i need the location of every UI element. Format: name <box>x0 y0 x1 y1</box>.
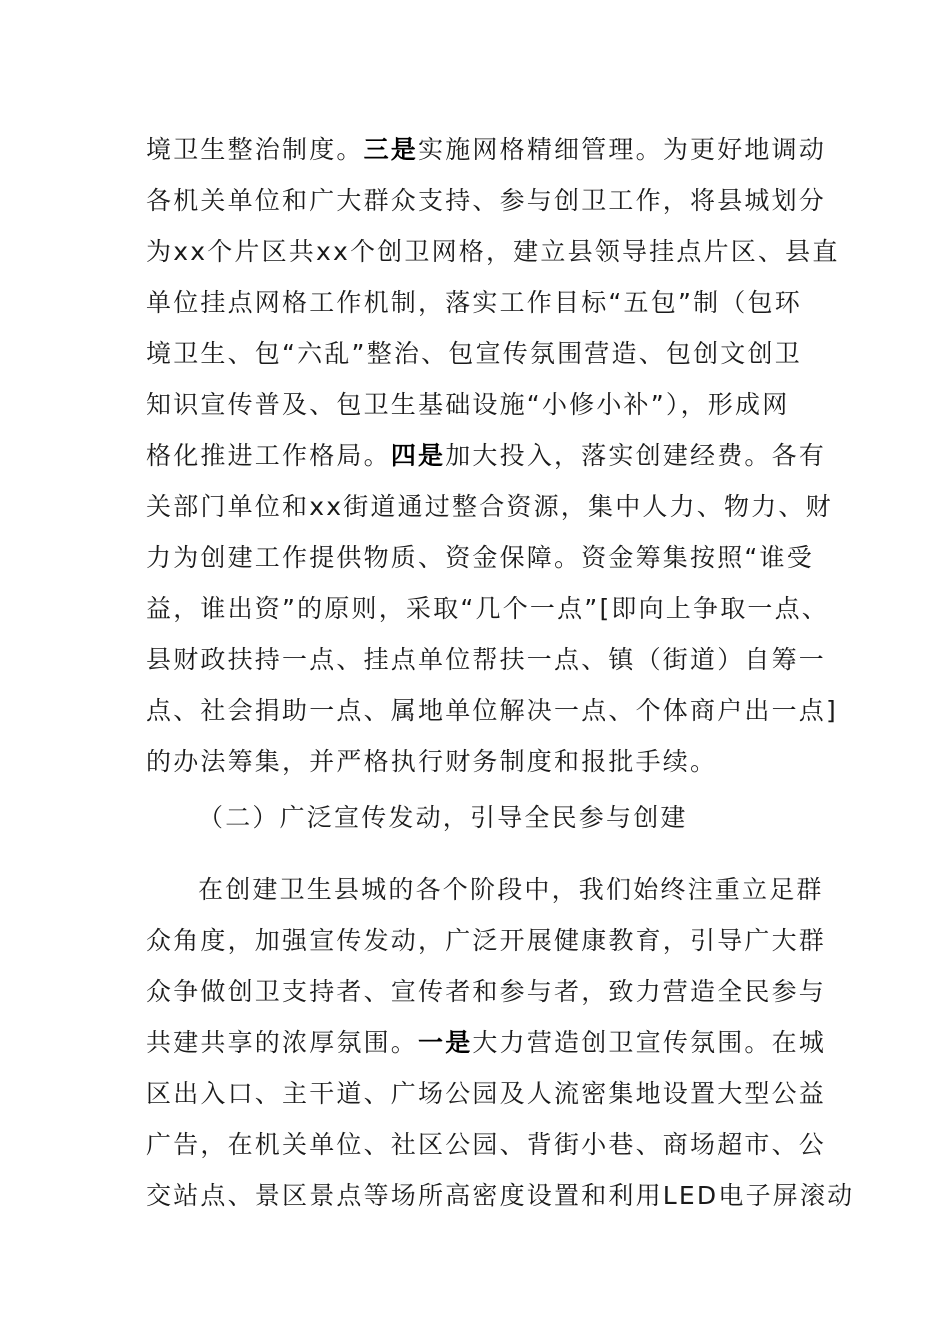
text-line: 境卫生、包“六乱”整治、包宣传氛围营造、包创文创卫 <box>146 339 802 368</box>
text-line: 关部门单位和xx街道通过整合资源，集中人力、物力、财 <box>146 492 833 521</box>
text-span: 境卫生整治制度。 <box>146 135 364 164</box>
text-line: 众争做创卫支持者、宣传者和参与者，致力营造全民参与 <box>146 977 827 1006</box>
bold-lead: 一是 <box>418 1028 473 1057</box>
text-span: 实施网格精细管理。为更好地调动 <box>418 135 827 164</box>
text-line: 的办法筹集，并严格执行财务制度和报批手续。 <box>146 747 718 776</box>
text-line: 在创建卫生县城的各个阶段中，我们始终注重立足群 <box>198 875 824 904</box>
text-line: 力为创建工作提供物质、资金保障。资金筹集按照“谁受 <box>146 543 814 572</box>
bold-lead: 三是 <box>363 135 419 164</box>
bold-lead: 四是 <box>390 441 446 470</box>
text-line: 点、社会捐助一点、属地单位解决一点、个体商户出一点] <box>146 696 838 725</box>
text-span: 大力营造创卫宣传氛围。在城 <box>472 1028 827 1057</box>
section-heading: （二）广泛宣传发动，引导全民参与创建 <box>198 803 688 832</box>
text-line: 交站点、景区景点等场所高密度设置和利用LED电子屏滚动 <box>146 1181 855 1210</box>
text-line <box>146 1023 827 1063</box>
text-span: 格化推进工作格局。 <box>146 441 391 470</box>
text-line <box>146 436 827 476</box>
text-line: 益，谁出资”的原则，采取“几个一点”[即向上争取一点、 <box>146 594 830 623</box>
text-line: 广告，在机关单位、社区公园、背街小巷、商场超市、公 <box>146 1130 827 1159</box>
text-line: 各机关单位和广大群众支持、参与创卫工作，将县城划分 <box>146 186 827 215</box>
text-line: 单位挂点网格工作机制，落实工作目标“五包”制（包环 <box>146 288 802 317</box>
text-line <box>146 130 827 170</box>
text-span: 共建共享的浓厚氛围。 <box>146 1028 419 1057</box>
text-span: 加大投入，落实创建经费。各有 <box>445 441 827 470</box>
text-line: 为xx个片区共xx个创卫网格，建立县领导挂点片区、县直 <box>146 237 840 266</box>
text-line: 区出入口、主干道、广场公园及人流密集地设置大型公益 <box>146 1079 827 1108</box>
text-line: 知识宣传普及、包卫生基础设施“小修小补”），形成网 <box>146 390 790 419</box>
text-line: 县财政扶持一点、挂点单位帮扶一点、镇（街道）自筹一 <box>146 645 827 674</box>
text-line: 众角度，加强宣传发动，广泛开展健康教育，引导广大群 <box>146 926 827 955</box>
